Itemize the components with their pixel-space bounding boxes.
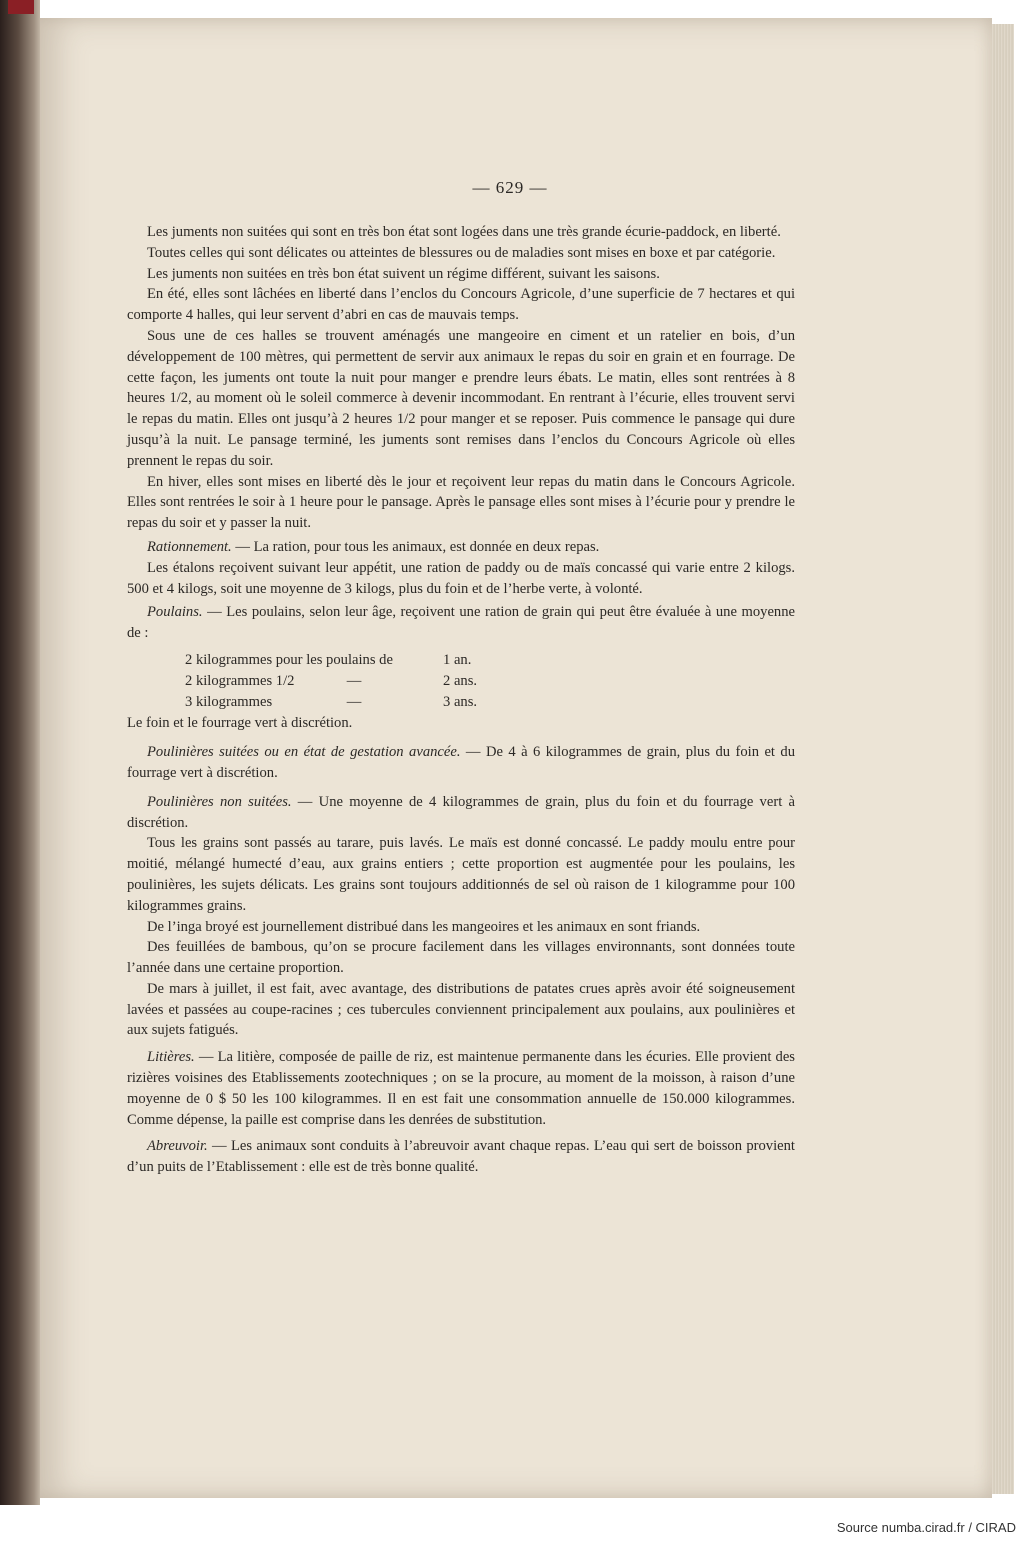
paragraph: En été, elles sont lâchées en liberté dans l’enclos du Concours Agricole, d’une superficie de 7 hectares et qui comporte 4 halles, qui leur servent d’abri en cas de mauvais temps.	[127, 286, 795, 324]
section-rationnement	[127, 537, 795, 558]
section-poulinieres-suitees	[127, 742, 795, 784]
page-edges	[992, 24, 1014, 1494]
paragraph: Toutes celles qui sont délicates ou atteintes de blessures ou de maladies sont mises en boxe et par catégorie.	[147, 244, 776, 261]
ration-qty: 3 kilogrammes	[185, 693, 273, 710]
section-text: — De 4 à 6 kilogrammes de grain, plus du foin et du fourrage vert à discrétion.	[127, 744, 795, 781]
paragraph: Les étalons reçoivent suivant leur appétit, une ration de paddy ou de maïs concassé qui varie entre 2 kilogs. 500 et 4 kilogs, soit une moyenne de 3 kilogs, plus du foin et de l’herbe verte, à volonté.	[127, 559, 795, 597]
ration-dash: —	[346, 672, 362, 689]
section-abreuvoir	[127, 1136, 795, 1178]
book-binding	[0, 0, 40, 1505]
section-text: — La ration, pour tous les animaux, est donnée en deux repas.	[231, 538, 600, 555]
ration-age: 1 an.	[443, 651, 472, 668]
section-text: — Une moyenne de 4 kilogrammes de grain, plus du foin et du fourrage vert à discrétion.	[127, 793, 795, 831]
ration-qty: 2 kilogrammes 1/2	[185, 672, 295, 689]
section-title: Abreuvoir.	[147, 1138, 208, 1155]
ration-dash: —	[346, 693, 362, 710]
section-text: — La litière, composée de paille de riz, est maintenue permanente dans les écuries. Elle provient des rizières voisines des Etablissements zootechniques ; on se la procure, au moment de la moisson, à raison d’une moyenne de 0 $ 50 les 100 kilogrammes. Il en est fait une consommation annuelle de 150.000 kilogrammes. Comme dépense, la paille est comprise dans les denrées de substitution.	[127, 1049, 795, 1128]
page-text	[127, 182, 795, 1178]
section-poulains	[127, 602, 795, 644]
paragraph: De l’inga broyé est journellement distribué dans les mangeoires et les animaux en sont friands.	[147, 918, 701, 935]
ration-row	[127, 650, 795, 671]
paragraph: Tous les grains sont passés au tarare, puis lavés. Le maïs est donné concassé. Le paddy moulu entre pour moitié, mélangé humecté d’eau, aux grains entiers ; cette proportion est augmentée pour les poulains, les poulinières, les sujets délicats. Les grains sont toujours additionnés de sel où raison de 1 kilogramme pour 100 kilogrammes grains.	[127, 835, 795, 914]
page-number: — 629 —	[472, 178, 548, 197]
source-credit: Source numba.cirad.fr / CIRAD	[836, 1520, 1016, 1535]
ration-age: 3 ans.	[443, 693, 478, 710]
paragraph: De mars à juillet, il est fait, avec avantage, des distributions de patates crues après avoir été soigneusement lavées et passées au coupe-racines ; ces tubercules conviennent principalement aux poulains, aux poulinières et aux sujets fatigués.	[127, 980, 795, 1039]
paragraph: Des feuillées de bambous, qu’on se procure facilement dans les villages environnants, sont données toute l’année dans une certaine proportion.	[127, 939, 795, 977]
section-title: Rationnement.	[147, 538, 232, 555]
section-title: Poulinières suitées ou en état de gestation avancée.	[147, 744, 461, 761]
section-title: Poulinières non suitées.	[147, 793, 292, 810]
paragraph: Le foin et le fourrage vert à discrétion.	[127, 715, 353, 732]
ration-qty: 2 kilogrammes pour les poulains de	[185, 651, 393, 668]
paragraph: Sous une de ces halles se trouvent aménagés une mangeoire en ciment et un ratelier en bois, d’un développement de 100 mètres, qui permettent de servir aux animaux le repas du soir en grain et en fourrage. De cette façon, les juments ont toute la nuit pour manger e prendre leurs ébats. Le matin, elles sont rentrées à 8 heures 1/2, au moment où le soleil commerce à devenir incommodant. En rentrant à l’écurie, elles trouvent servi le repas du matin. Elles ont jusqu’à 2 heures 1/2 pour manger et se reposer. Puis commence le pansage qui dure jusqu’à la nuit. Le pansage terminé, les juments sont remises dans l’enclos du Concours Agricole où elles prennent le repas du soir.	[127, 327, 795, 469]
paragraph: En hiver, elles sont mises en liberté dès le jour et reçoivent leur repas du matin dans le Concours Agricole. Elles sont rentrées le soir à 1 heure pour le pansage. Après le pansage elles sont mises à l’écurie pour y prendre le repas du soir et y passer la nuit.	[127, 473, 795, 532]
section-text: — Les poulains, selon leur âge, reçoivent une ration de grain qui peut être évaluée à une moyenne de :	[127, 604, 795, 642]
binding-ribbon	[8, 0, 34, 14]
ration-age: 2 ans.	[443, 672, 478, 689]
section-title: Poulains.	[147, 604, 203, 621]
ration-row	[127, 692, 795, 713]
section-litieres	[127, 1047, 795, 1130]
ration-table	[127, 650, 795, 712]
ration-row	[127, 671, 795, 692]
paragraph: Les juments non suitées qui sont en très bon état sont logées dans une très grande écurie-paddock, en liberté.	[147, 224, 781, 240]
section-text: — Les animaux sont conduits à l’abreuvoir avant chaque repas. L’eau qui sert de boisson provient d’un puits de l’Etablissement : elle est de très bonne qualité.	[127, 1138, 795, 1176]
section-title: Litières.	[147, 1049, 195, 1066]
paragraph: Les juments non suitées en très bon état suivent un régime différent, suivant les saisons.	[147, 265, 660, 282]
section-poulinieres-non-suitees	[127, 792, 795, 834]
